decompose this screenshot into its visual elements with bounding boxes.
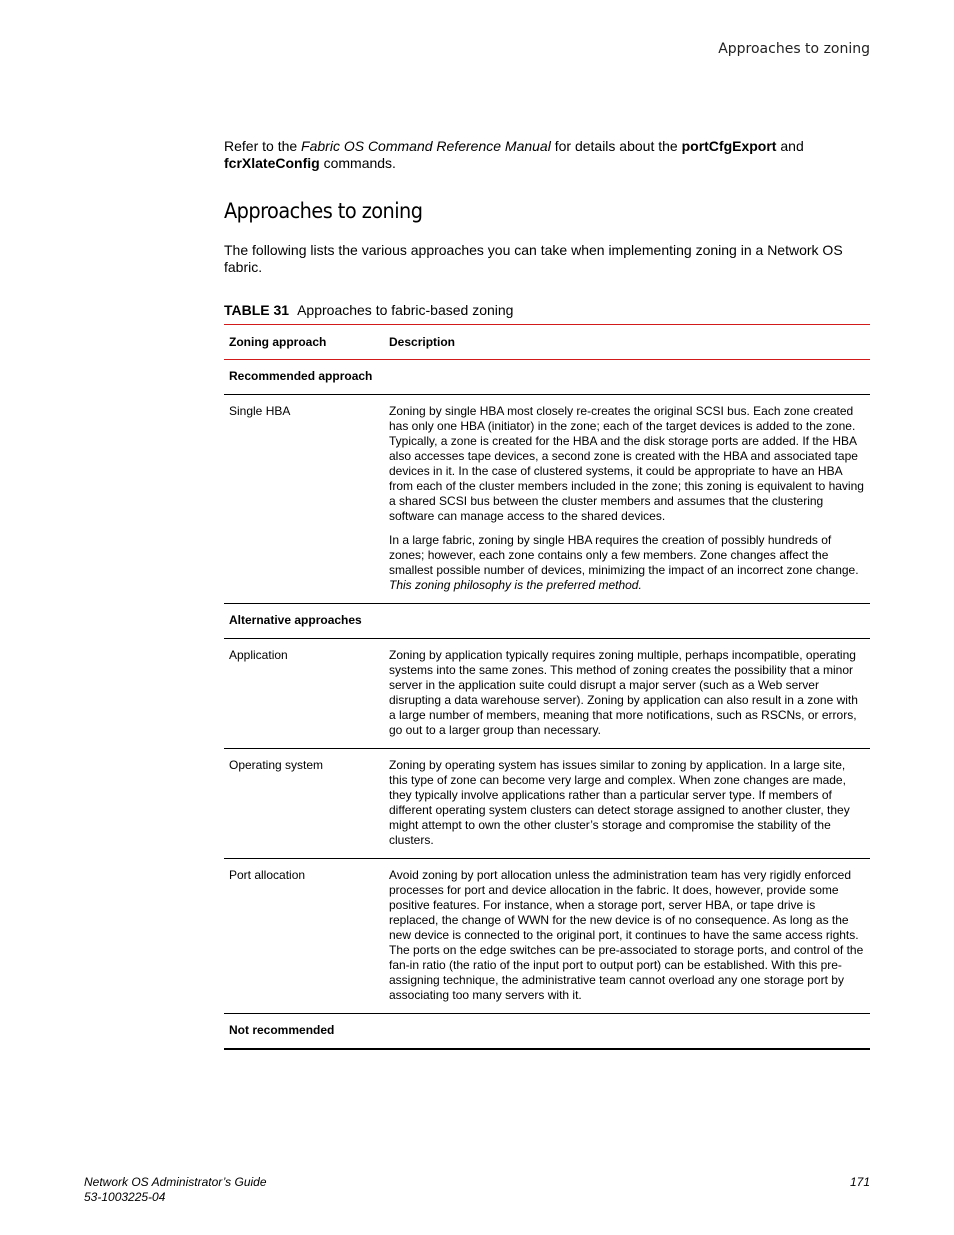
approach-description: Zoning by application typically requires zoning multiple, perhaps incompatible, operating systems into the same zones. This method of zoning creates the possibility that a minor server in the application suite could disrupt a major server (such as a Web server disrupting a data warehouse server). Zoning by application can also result in a zone with a large number of members, meaning that more notifications, such as RSCNs, or errors, go out to a larger group than necessary. <box>389 648 858 737</box>
table-row <box>224 639 870 749</box>
manual-title: Fabric OS Command Reference Manual <box>301 138 551 154</box>
approach-name: Operating system <box>229 758 324 772</box>
section-row-not-recommended: Not recommended <box>224 1014 870 1050</box>
approach-description: Zoning by single HBA most closely re-creates the original SCSI bus. Each zone created has only one HBA (initiator) in the zone; each of the target devices is added to the zone. Typically, a zone is created for the HBA and the disk storage ports are added. If the HBA also accesses tape devices, a second zone is created with the HBA and associated tape devices in it. In the case of clustered systems, it could be appropriate to have an HBA from each of the cluster members included in the zone; this zoning is equivalent to having a shared SCSI bus between the cluster members and assumes that the clustering software can manage access to the shared devices. In a large fabric, zoning by single HBA requires the creation of possibly hundreds of zones; however, each zone contains only a few members. Zone changes affect the smallest possible number of devices, minimizing the impact of an incorrect zone change. This zoning philosophy is the preferred method. <box>389 404 864 592</box>
table-number: TABLE 31 <box>224 302 290 318</box>
table-row <box>224 395 870 604</box>
command-portcfgexport: portCfgExport <box>681 138 777 154</box>
column-header-approach: Zoning approach <box>229 335 327 349</box>
zoning-approaches-table <box>224 324 870 1050</box>
approach-name: Single HBA <box>229 404 291 418</box>
approach-description: Avoid zoning by port allocation unless the administration team has very rigidly enforced processes for port and device allocation in the fabric. It does, however, provide some positive features. For instance, when a storage port, server HBA, or tape drive is replaced, the change of WWN for the new device is of no consequence. As long as the new device is connected to the original port, it continues to have the same access rights. The ports on the edge switches can be pre-associated to storage ports, and control of the fan-in ratio (the ratio of the input port to output port) can be established. With this pre-assigning technique, the administrative team cannot overload any one storage port by associating too many servers with it. <box>389 868 864 1002</box>
running-header: Approaches to zoning <box>718 41 870 57</box>
table-header-row <box>224 325 870 360</box>
page-content <box>224 138 870 1050</box>
table-row <box>224 859 870 1014</box>
footer-guide-title: Network OS Administrator’s Guide <box>84 1175 267 1189</box>
approach-name: Application <box>229 648 288 662</box>
section-heading: Approaches to zoning <box>224 199 423 223</box>
intro-paragraph: Refer to the Fabric OS Command Reference Manual for details about the portCfgExport and fcrXlateConfig commands. <box>224 138 804 171</box>
approach-description: Zoning by operating system has issues similar to zoning by application. In a large site, this type of zone can become very large and complex. When zone changes are made, they typically involve applications rather than a particular server type. If members of different operating system clusters can detect storage assigned to another cluster, they might attempt to own the other cluster’s storage and compromise the stability of the clusters. <box>389 758 850 847</box>
table-title: Approaches to fabric-based zoning <box>297 302 514 318</box>
footer-left <box>84 1175 267 1205</box>
page-number: 171 <box>849 1175 870 1189</box>
section-lead: The following lists the various approaches you can take when implementing zoning in a Network OS fabric. <box>224 242 843 275</box>
approach-name: Port allocation <box>229 868 306 882</box>
table-row <box>224 749 870 859</box>
table-caption <box>224 302 870 318</box>
command-fcrxlateconfig: fcrXlateConfig <box>224 155 320 171</box>
preferred-method-note: This zoning philosophy is the preferred method. <box>389 578 642 592</box>
footer-doc-number: 53-1003225-04 <box>84 1190 166 1204</box>
section-row-recommended: Recommended approach <box>224 360 870 395</box>
section-row-alternative: Alternative approaches <box>224 604 870 639</box>
column-header-description: Description <box>389 335 456 349</box>
